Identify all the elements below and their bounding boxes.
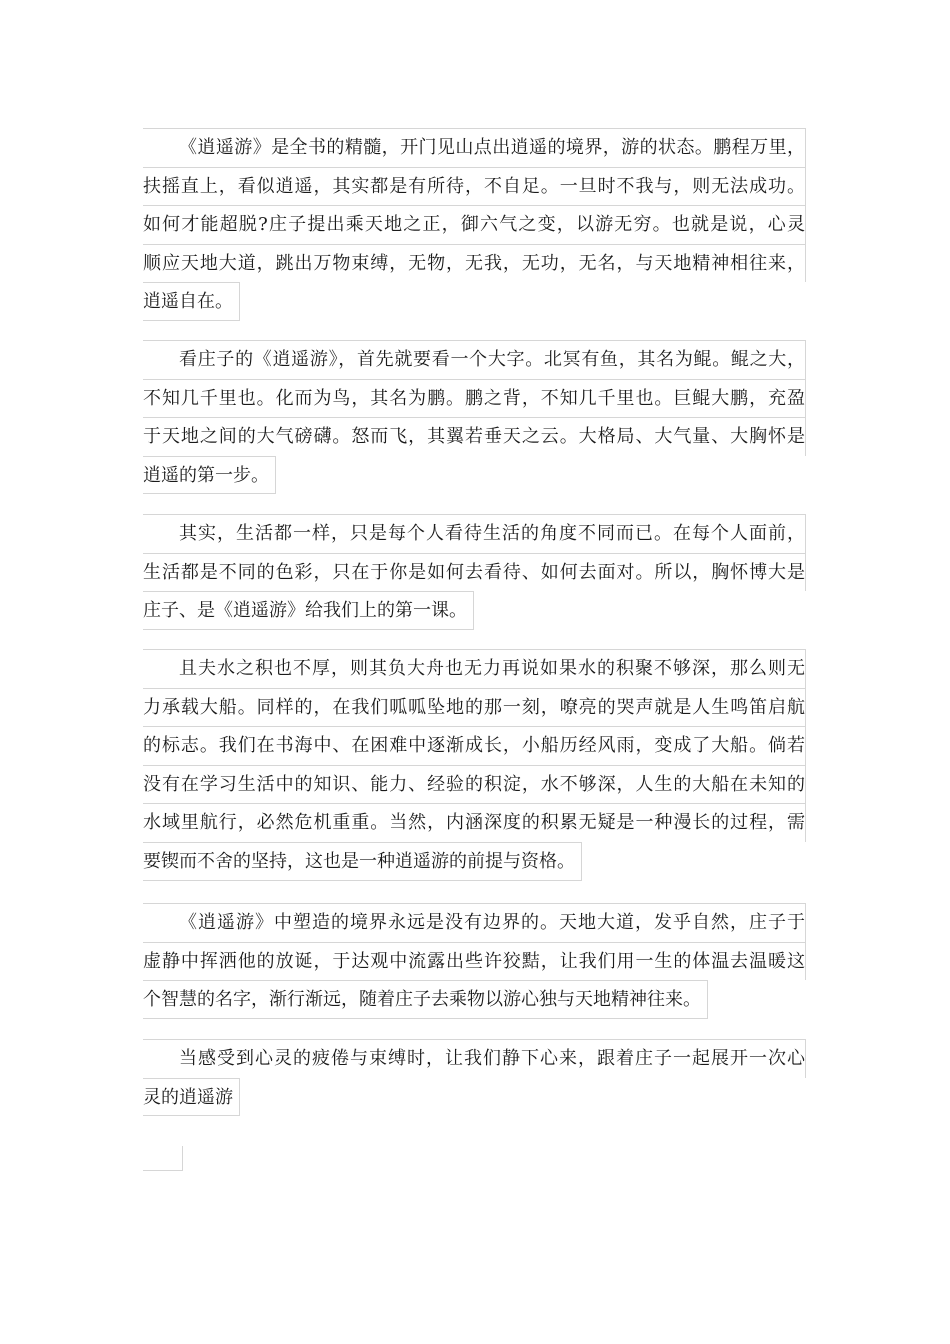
text-line: 《逍遥游》中塑造的境界永远是没有边界的。天地大道，发乎自然，庄子于 [143,903,806,942]
paragraph-3 [143,514,806,634]
text-line: 个智慧的名字，渐行渐远，随着庄子去乘物以游心独与天地精神往来。 [143,980,708,1019]
text-line: 没有在学习生活中的知识、能力、经验的积淀，水不够深，人生的大船在未知的 [143,765,806,804]
paragraph-5 [143,903,806,1023]
empty-paragraph-marker [143,1146,183,1171]
paragraph-1 [143,128,806,325]
paragraph-2 [143,340,806,498]
text-line: 逍遥自在。 [143,282,240,321]
text-line: 如何才能超脱?庄子提出乘天地之正，御六气之变，以游无穷。也就是说，心灵 [143,205,806,244]
text-line: 要锲而不舍的坚持，这也是一种逍遥游的前提与资格。 [143,842,582,881]
text-line: 不知几千里也。化而为鸟，其名为鹏。鹏之背，不知几千里也。巨鲲大鹏，充盈 [143,379,806,418]
text-line: 其实，生活都一样，只是每个人看待生活的角度不同而已。在每个人面前， [143,514,806,553]
text-line: 当感受到心灵的疲倦与束缚时，让我们静下心来，跟着庄子一起展开一次心 [143,1039,806,1078]
paragraph-4 [143,649,806,885]
text-line: 《逍遥游》是全书的精髓，开门见山点出逍遥的境界，游的状态。鹏程万里， [143,128,806,167]
text-line: 逍遥的第一步。 [143,456,276,495]
text-line: 虚静中挥洒他的放诞，于达观中流露出些许狡黠，让我们用一生的体温去温暖这 [143,942,806,981]
text-line: 生活都是不同的色彩，只在于你是如何去看待、如何去面对。所以，胸怀博大是 [143,553,806,592]
text-line: 顺应天地大道，跳出万物束缚，无物，无我，无功，无名，与天地精神相往来， [143,244,806,283]
text-line: 庄子、是《逍遥游》给我们上的第一课。 [143,591,474,630]
text-line: 看庄子的《逍遥游》，首先就要看一个大字。北冥有鱼，其名为鲲。鲲之大， [143,340,806,379]
paragraph-6 [143,1039,806,1120]
text-line: 扶摇直上，看似逍遥，其实都是有所待，不自足。一旦时不我与，则无法成功。 [143,167,806,206]
text-line: 且夫水之积也不厚，则其负大舟也无力再说如果水的积聚不够深，那么则无 [143,649,806,688]
text-line: 力承载大船。同样的，在我们呱呱坠地的那一刻，嘹亮的哭声就是人生鸣笛启航 [143,688,806,727]
text-line: 灵的逍遥游 [143,1078,240,1117]
text-line: 水域里航行，必然危机重重。当然，内涵深度的积累无疑是一种漫长的过程，需 [143,803,806,842]
text-line: 的标志。我们在书海中、在困难中逐渐成长，小船历经风雨，变成了大船。倘若 [143,726,806,765]
text-line: 于天地之间的大气磅礴。怒而飞，其翼若垂天之云。大格局、大气量、大胸怀是 [143,417,806,456]
